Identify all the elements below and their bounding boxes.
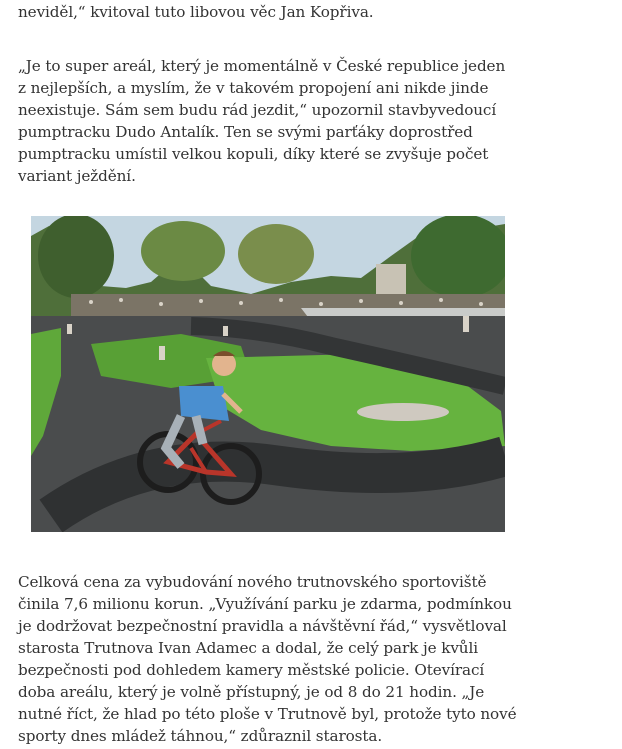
- pumptrack-photo: [31, 216, 505, 532]
- text-line: z nejlepších, a myslím, že v takovém propojení ani nikde jinde: [18, 79, 489, 97]
- text-line: starosta Trutnova Ivan Adamec a dodal, že celý park je kvůli: [18, 639, 478, 657]
- text-line: nutné říct, že hlad po této ploše v Trutnově byl, protože tyto nové: [18, 705, 517, 723]
- paragraph-quote-antalik: [18, 55, 518, 187]
- text-line: pumptracku umístil velkou kopuli, díky které se zvyšuje počet: [18, 145, 489, 163]
- text-line: „Je to super areál, který je momentálně v České republice jeden: [18, 57, 506, 75]
- paragraph-intro-end: [18, 1, 518, 23]
- text-line: je dodržovat bezpečnostní pravidla a návštěvní řád,“ vysvětloval: [18, 617, 507, 635]
- text-line: neexistuje. Sám sem budu rád jezdit,“ upozornil stavbyvedoucí: [18, 101, 497, 119]
- building: [376, 264, 406, 294]
- text-line: sporty dnes mládež táhnou,“ zdůraznil starosta.: [18, 727, 383, 745]
- gravel-patch: [357, 403, 449, 421]
- text-line: neviděl,“ kvitoval tuto libovou věc Jan Kopřiva.: [18, 3, 374, 21]
- text-line: činila 7,6 milionu korun. „Využívání parku je zdarma, podmínkou: [18, 595, 512, 613]
- text-line: Celková cena za vybudování nového trutnovského sportoviště: [18, 573, 487, 591]
- text-line: doba areálu, který je volně přístupný, je od 8 do 21 hodin. „Je: [18, 683, 485, 701]
- tree-mid: [238, 224, 314, 284]
- text-line: bezpečnosti pod dohledem kamery městské policie. Otevírací: [18, 661, 485, 679]
- text-line: pumptracku Dudo Antalík. Ten se svými parťáky doprostřed: [18, 123, 473, 141]
- tree-center: [141, 221, 225, 281]
- text-line: variant ježdění.: [18, 167, 136, 185]
- article-photo-pumptrack[interactable]: [31, 216, 505, 532]
- paragraph-cost-mayor: [18, 571, 518, 747]
- tree-left: [38, 216, 114, 298]
